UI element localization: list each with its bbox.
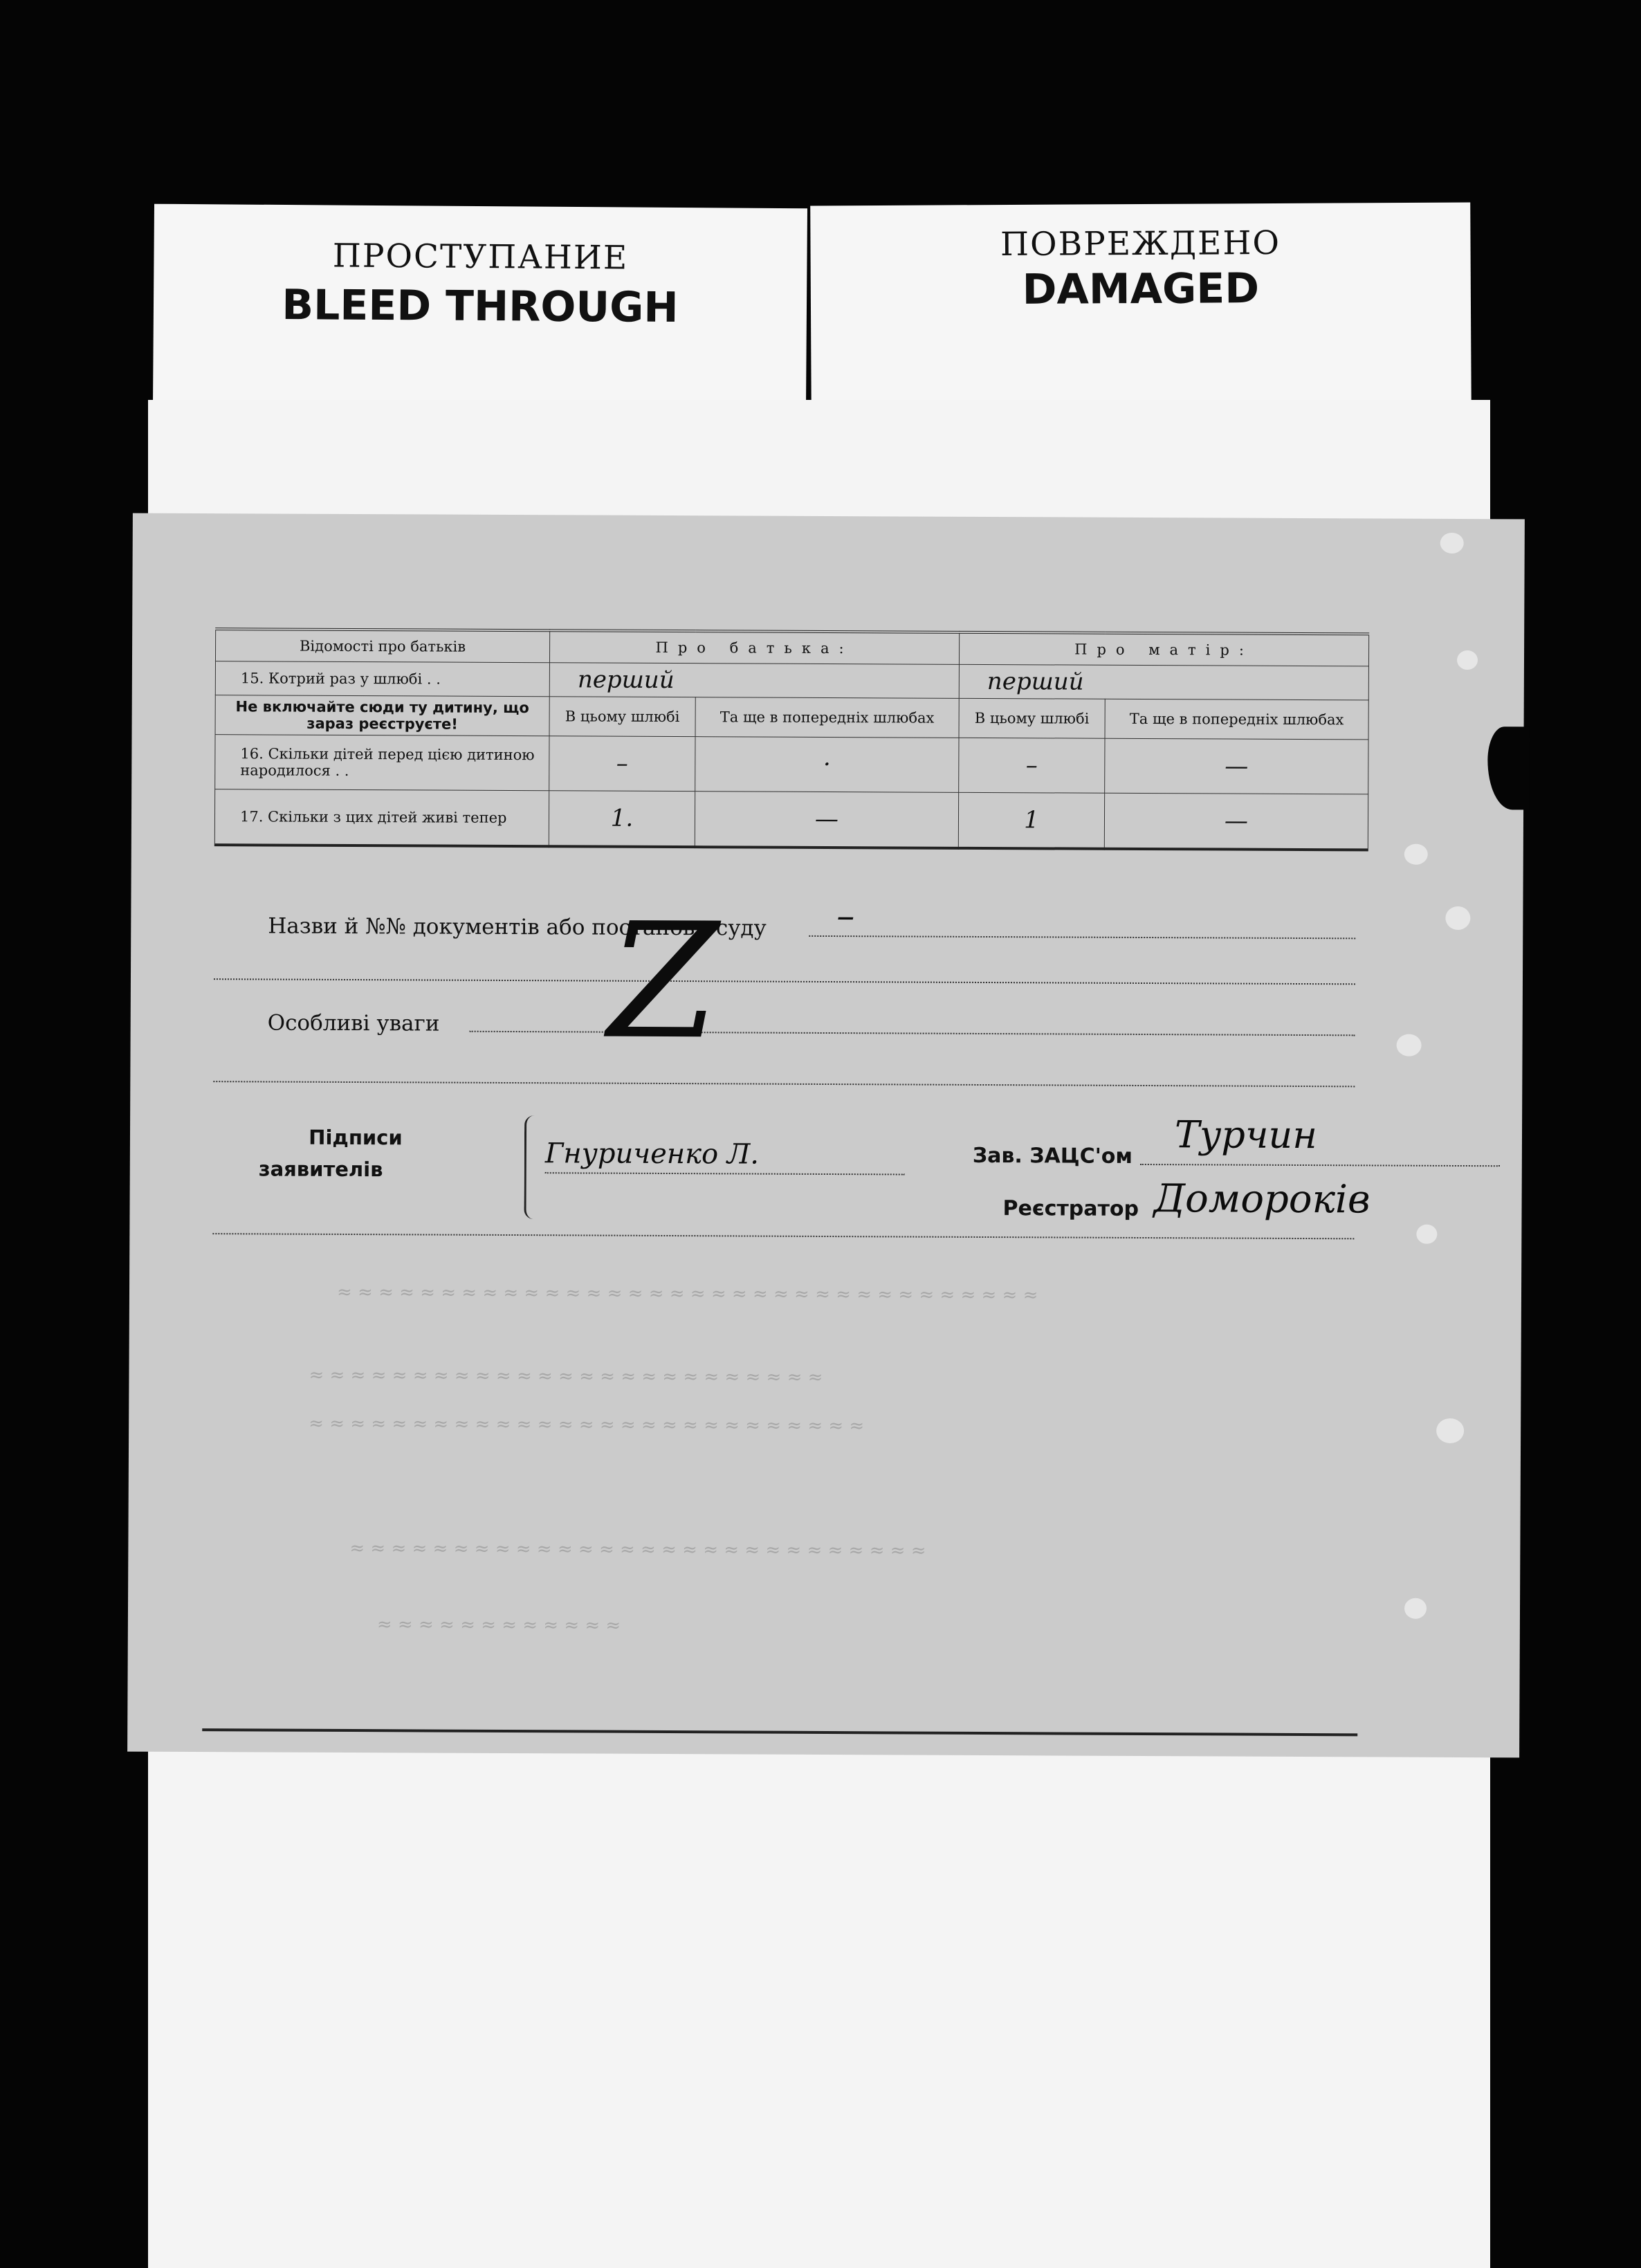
applicant-signature: Гнуриченко Л. [544,1137,760,1171]
binding-hole [1397,1034,1422,1057]
row16-father-prev: · [695,737,959,793]
header-parents-info: Відомості про батьків [215,629,549,663]
row-17 [214,789,1368,850]
documents-label: Назви й №№ документів або постанови суду [268,913,767,941]
mother-previous-header: Та ще в попередніх шлюбах [1105,699,1368,740]
binding-hole [1416,1225,1437,1244]
children-table [214,628,1369,851]
row-16 [215,735,1368,794]
documents-line-2 [214,978,1355,985]
mother-this-marriage-header: В цьому шлюбі [959,698,1105,738]
bleed-through-card [153,204,807,410]
registrar-label: Реєстратор [1002,1196,1139,1221]
header-mother: Про матір: [959,632,1368,666]
head-signature: Турчин [1174,1113,1318,1158]
row16-mother-this: – [959,738,1105,793]
signatures-label-1: Підписи [309,1125,403,1150]
table-subheader-row [215,695,1368,740]
remarks-line-2 [213,1081,1355,1087]
binding-hole [1436,1418,1464,1443]
signatures-label-2: заявителів [258,1157,383,1182]
bleed-through-text: ≈ ≈ ≈ ≈ ≈ ≈ ≈ ≈ ≈ ≈ ≈ ≈ ≈ ≈ ≈ ≈ ≈ ≈ ≈ ≈ ≈ ≈ ≈ ≈ ≈ ≈ ≈ [309,1413,865,1437]
remarks-label: Особливі уваги [267,1010,440,1036]
documents-value: – [836,895,855,938]
row16-label: 16. Скільки дітей перед цією дитиною народилося . . [215,735,549,791]
row-15 [215,661,1368,700]
binding-hole [1445,906,1470,930]
binding-hole [1440,533,1464,554]
row16-mother-prev: — [1105,738,1368,794]
documents-line [809,935,1355,939]
binding-hole [1404,844,1428,865]
father-this-marriage-header: В цьому шлюбі [549,697,695,737]
damaged-en: DAMAGED [1022,264,1260,314]
row17-label: 17. Скільки з цих дітей живі тепер [214,789,549,847]
applicant-signature-line [545,1172,905,1175]
signatures-bottom-line [212,1233,1354,1239]
bleed-through-text: ≈ ≈ ≈ ≈ ≈ ≈ ≈ ≈ ≈ ≈ ≈ ≈ ≈ ≈ ≈ ≈ ≈ ≈ ≈ ≈ ≈ ≈ ≈ ≈ ≈ [309,1364,823,1388]
registrar-signature: Домороків [1153,1176,1370,1223]
row16-father-this: – [549,736,695,792]
row17-father-prev: — [695,792,958,848]
bleed-through-text: ≈ ≈ ≈ ≈ ≈ ≈ ≈ ≈ ≈ ≈ ≈ ≈ ≈ ≈ ≈ ≈ ≈ ≈ ≈ ≈ ≈ ≈ ≈ ≈ ≈ ≈ ≈ ≈ ≈ ≈ ≈ ≈ ≈ ≈ [336,1281,1038,1306]
head-label: Зав. ЗАЦС'ом [972,1143,1133,1169]
row15-mother: перший [959,664,1368,700]
head-line [1140,1164,1500,1167]
row17-mother-this: 1 [958,792,1104,848]
bleed-through-en: BLEED THROUGH [282,281,679,332]
remarks-line [470,1031,1355,1036]
damaged-card [810,203,1472,414]
remarks-value: Z [607,889,719,1075]
bleed-through-ru: ПРОСТУПАНИЕ [332,237,629,277]
exclusion-note: Не включайте сюди ту дитину, що зараз реєструєте! [215,695,549,736]
father-previous-header: Та ще в попередніх шлюбах [695,697,959,738]
bleed-through-text: ≈ ≈ ≈ ≈ ≈ ≈ ≈ ≈ ≈ ≈ ≈ ≈ ≈ ≈ ≈ ≈ ≈ ≈ ≈ ≈ ≈ ≈ ≈ ≈ ≈ ≈ ≈ ≈ [349,1538,926,1562]
row17-father-this: 1. [549,791,695,847]
signatures-brace [524,1115,543,1219]
row15-father: перший [549,663,959,699]
bottom-rule [202,1728,1357,1736]
binding-hole [1404,1598,1427,1619]
bleed-through-text: ≈ ≈ ≈ ≈ ≈ ≈ ≈ ≈ ≈ ≈ ≈ ≈ [376,1614,621,1636]
row15-label: 15. Котрий раз у шлюбі . . [215,661,549,697]
header-father: Про батька: [549,630,959,664]
table-header-row [215,629,1368,666]
registration-form-page [127,513,1525,1758]
torn-edge [1487,726,1530,810]
row17-mother-prev: — [1104,793,1368,850]
binding-hole [1457,650,1478,670]
damaged-ru: ПОВРЕЖДЕНО [1000,223,1281,264]
